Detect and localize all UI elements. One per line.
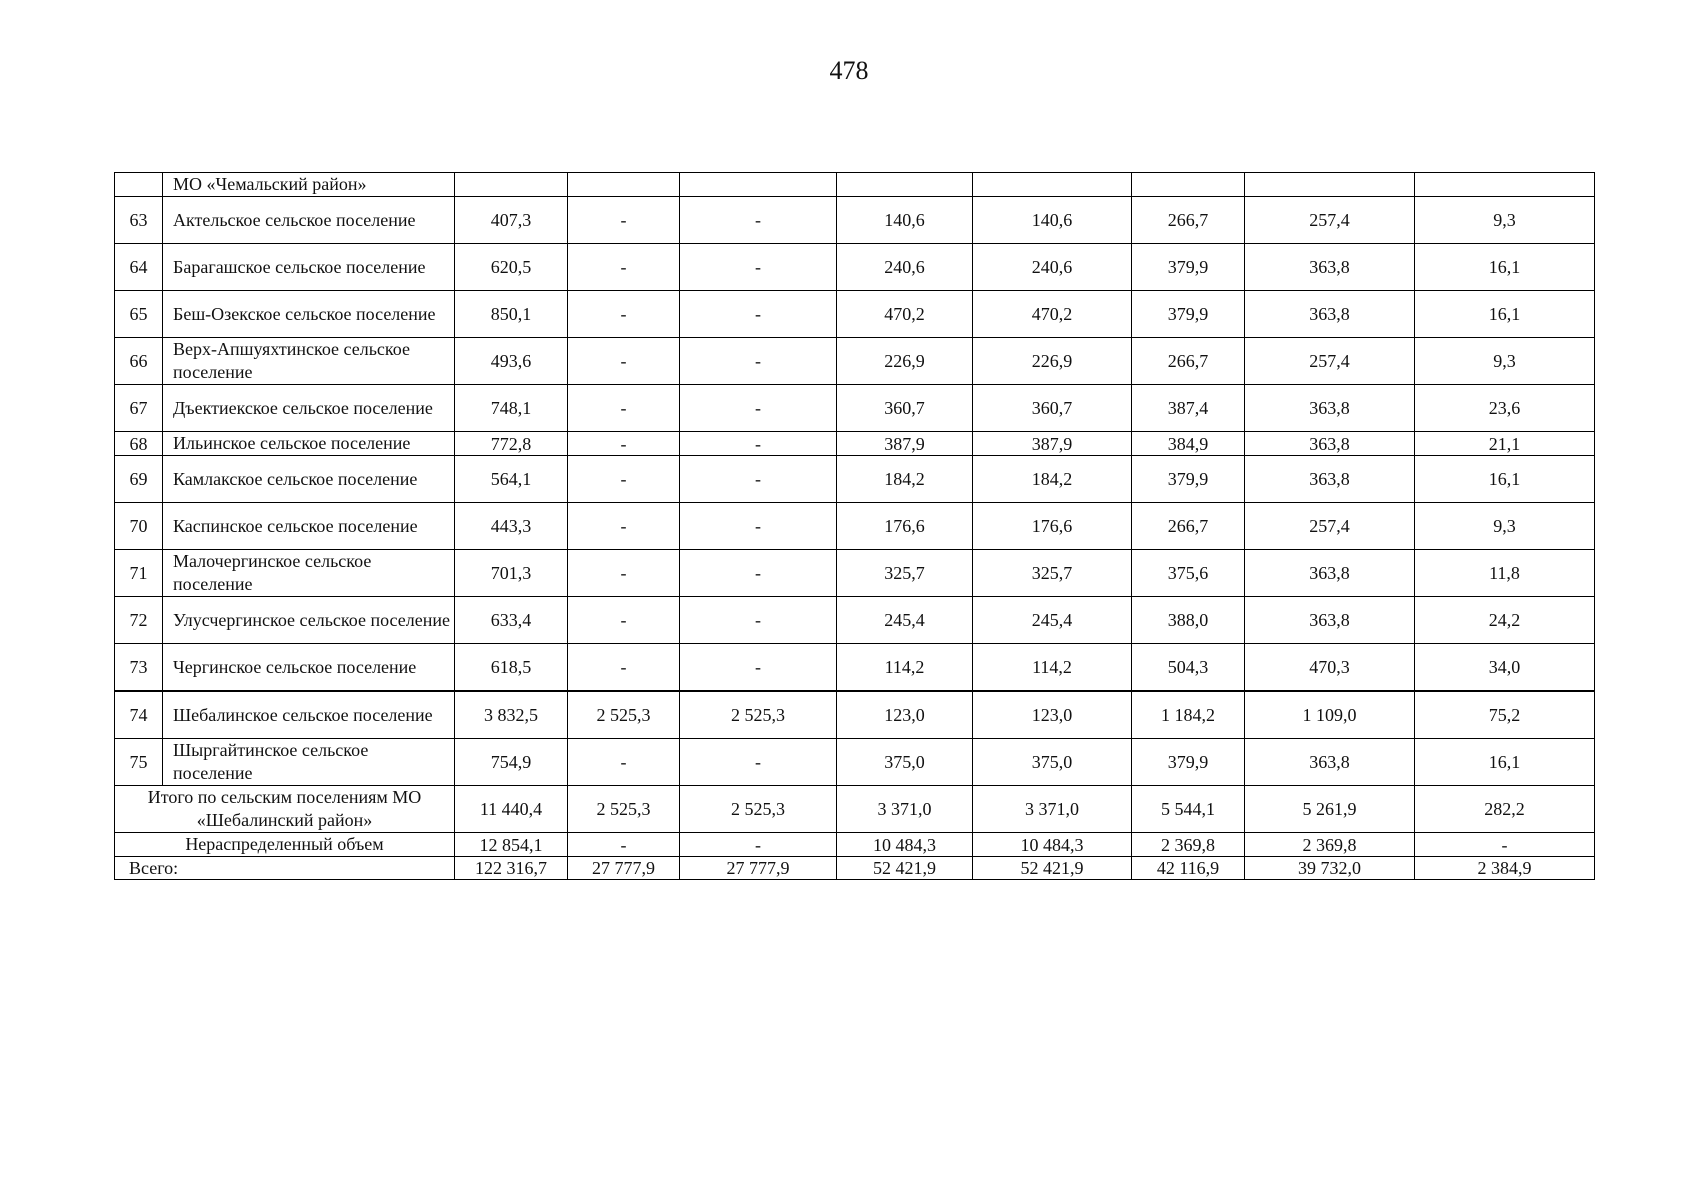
value-cell: 245,4 [973,597,1132,644]
value-cell: 5 261,9 [1245,786,1415,833]
value-cell: 701,3 [455,550,568,597]
settlement-name: Дъектиекское сельское поселение [163,385,455,432]
row-number: 67 [115,385,163,432]
value-cell: 266,7 [1132,197,1245,244]
value-cell: 470,3 [1245,644,1415,692]
value-cell: 123,0 [973,691,1132,739]
unallocated-row [115,833,1595,857]
value-cell: 257,4 [1245,503,1415,550]
settlement-name: Малочергинское сельское поселение [163,550,455,597]
value-cell: 1 184,2 [1132,691,1245,739]
value-cell: 10 484,3 [973,833,1132,857]
row-number: 73 [115,644,163,692]
value-cell: 257,4 [1245,197,1415,244]
grand-total-row [115,857,1595,880]
value-cell: 363,8 [1245,550,1415,597]
table-row [115,739,1595,786]
value-cell: 34,0 [1415,644,1595,692]
row-number: 70 [115,503,163,550]
table-row [115,456,1595,503]
value-cell: 39 732,0 [1245,857,1415,880]
row-number: 65 [115,291,163,338]
value-cell: 375,0 [973,739,1132,786]
value-cell: 140,6 [973,197,1132,244]
value-cell: 387,9 [973,432,1132,456]
value-cell: 266,7 [1132,503,1245,550]
settlement-name: Беш-Озекское сельское поселение [163,291,455,338]
value-cell: 375,6 [1132,550,1245,597]
settlement-name: Актельское сельское поселение [163,197,455,244]
value-cell: 379,9 [1132,456,1245,503]
row-number: 64 [115,244,163,291]
value-cell: 387,9 [837,432,973,456]
value-cell: 387,4 [1132,385,1245,432]
value-cell: 325,7 [973,550,1132,597]
value-cell: 10 484,3 [837,833,973,857]
value-cell: 240,6 [837,244,973,291]
value-cell: - [680,644,837,692]
page-number: 478 [829,56,869,85]
value-cell: 114,2 [973,644,1132,692]
value-cell: 748,1 [455,385,568,432]
value-cell: 618,5 [455,644,568,692]
value-cell: 2 525,3 [568,786,680,833]
subtotal-row-label: Итого по сельским поселениям МО «Шебалинский район» [115,786,455,833]
value-cell: - [680,385,837,432]
value-cell: 375,0 [837,739,973,786]
value-cell: 226,9 [837,338,973,385]
value-cell: 325,7 [837,550,973,597]
budget-table [114,172,1595,880]
value-cell: 360,7 [973,385,1132,432]
value-cell: - [568,338,680,385]
row-number: 71 [115,550,163,597]
value-cell: 493,6 [455,338,568,385]
value-cell: 2 369,8 [1132,833,1245,857]
value-cell: 16,1 [1415,456,1595,503]
table-row [115,197,1595,244]
value-cell: 2 369,8 [1245,833,1415,857]
value-cell: 23,6 [1415,385,1595,432]
value-cell: 140,6 [837,197,973,244]
row-number: 68 [115,432,163,456]
value-cell: 850,1 [455,291,568,338]
value-cell: 9,3 [1415,338,1595,385]
settlement-name: Шебалинское сельское поселение [163,691,455,739]
value-cell: - [568,739,680,786]
value-cell: 114,2 [837,644,973,692]
value-cell: 363,8 [1245,385,1415,432]
table-row [115,691,1595,739]
value-cell: 754,9 [455,739,568,786]
value-cell: - [680,503,837,550]
value-cell: 633,4 [455,597,568,644]
value-cell: 772,8 [455,432,568,456]
value-cell: 11,8 [1415,550,1595,597]
value-cell: 363,8 [1245,597,1415,644]
section-header: МО «Чемальский район» [163,173,455,197]
value-cell: - [568,456,680,503]
table-row [115,644,1595,692]
value-cell: 184,2 [973,456,1132,503]
value-cell: - [1415,833,1595,857]
value-cell: - [568,197,680,244]
value-cell: 11 440,4 [455,786,568,833]
settlement-name: Каспинское сельское поселение [163,503,455,550]
value-cell: 176,6 [837,503,973,550]
table-row [115,244,1595,291]
value-cell: 363,8 [1245,291,1415,338]
value-cell: 363,8 [1245,456,1415,503]
value-cell: 184,2 [837,456,973,503]
value-cell: 282,2 [1415,786,1595,833]
value-cell: 52 421,9 [837,857,973,880]
table-row [115,291,1595,338]
row-number: 69 [115,456,163,503]
value-cell: 360,7 [837,385,973,432]
value-cell: - [680,244,837,291]
value-cell: 24,2 [1415,597,1595,644]
table-row [115,385,1595,432]
value-cell: 176,6 [973,503,1132,550]
value-cell: 42 116,9 [1132,857,1245,880]
value-cell: - [680,833,837,857]
value-cell: 2 384,9 [1415,857,1595,880]
value-cell: 2 525,3 [568,691,680,739]
value-cell: - [568,503,680,550]
value-cell: 363,8 [1245,244,1415,291]
table-body [115,173,1595,880]
value-cell: - [568,833,680,857]
section-header-row [115,173,1595,197]
value-cell: 470,2 [837,291,973,338]
value-cell: - [680,338,837,385]
value-cell: 363,8 [1245,739,1415,786]
value-cell: - [680,456,837,503]
value-cell: - [680,197,837,244]
settlement-name: Ильинское сельское поселение [163,432,455,456]
value-cell: 9,3 [1415,503,1595,550]
value-cell: - [680,739,837,786]
value-cell: 2 525,3 [680,691,837,739]
value-cell: 16,1 [1415,291,1595,338]
value-cell: - [680,550,837,597]
value-cell: 16,1 [1415,739,1595,786]
value-cell: 620,5 [455,244,568,291]
value-cell: - [568,244,680,291]
value-cell: 16,1 [1415,244,1595,291]
value-cell: 245,4 [837,597,973,644]
value-cell: 5 544,1 [1132,786,1245,833]
value-cell: 3 371,0 [973,786,1132,833]
value-cell: 1 109,0 [1245,691,1415,739]
settlement-name: Камлакское сельское поселение [163,456,455,503]
value-cell: 379,9 [1132,291,1245,338]
value-cell: 52 421,9 [973,857,1132,880]
grand-total-row-label: Всего: [115,857,455,880]
row-number: 63 [115,197,163,244]
table-row [115,597,1595,644]
value-cell: 21,1 [1415,432,1595,456]
value-cell: - [568,432,680,456]
value-cell: - [680,291,837,338]
settlement-name: Улусчергинское сельское поселение [163,597,455,644]
value-cell: - [568,291,680,338]
value-cell: 27 777,9 [568,857,680,880]
value-cell: 226,9 [973,338,1132,385]
value-cell: 12 854,1 [455,833,568,857]
settlement-name: Верх-Апшуяхтинское сельское поселение [163,338,455,385]
value-cell: 9,3 [1415,197,1595,244]
table-row [115,432,1595,456]
table-row [115,550,1595,597]
row-number: 75 [115,739,163,786]
value-cell: - [680,432,837,456]
row-number: 72 [115,597,163,644]
settlement-name: Барагашское сельское поселение [163,244,455,291]
value-cell: 384,9 [1132,432,1245,456]
value-cell: 75,2 [1415,691,1595,739]
value-cell: 123,0 [837,691,973,739]
value-cell: 240,6 [973,244,1132,291]
subtotal-row [115,786,1595,833]
value-cell: - [680,597,837,644]
value-cell: 3 371,0 [837,786,973,833]
value-cell: 470,2 [973,291,1132,338]
settlement-name: Чергинское сельское поселение [163,644,455,692]
value-cell: 379,9 [1132,739,1245,786]
value-cell: 363,8 [1245,432,1415,456]
value-cell: - [568,385,680,432]
value-cell: 266,7 [1132,338,1245,385]
value-cell: 379,9 [1132,244,1245,291]
settlement-name: Шыргайтинское сельское поселение [163,739,455,786]
value-cell: 564,1 [455,456,568,503]
row-number: 66 [115,338,163,385]
value-cell: 443,3 [455,503,568,550]
value-cell: - [568,597,680,644]
value-cell: 257,4 [1245,338,1415,385]
table-row [115,503,1595,550]
value-cell: 122 316,7 [455,857,568,880]
value-cell: 388,0 [1132,597,1245,644]
value-cell: 27 777,9 [680,857,837,880]
value-cell: 2 525,3 [680,786,837,833]
value-cell: 3 832,5 [455,691,568,739]
value-cell: - [568,550,680,597]
value-cell: 407,3 [455,197,568,244]
row-number: 74 [115,691,163,739]
table-row [115,338,1595,385]
unallocated-row-label: Нераспределенный объем [115,833,455,857]
value-cell: - [568,644,680,692]
section-num-cell [115,173,163,197]
value-cell: 504,3 [1132,644,1245,692]
